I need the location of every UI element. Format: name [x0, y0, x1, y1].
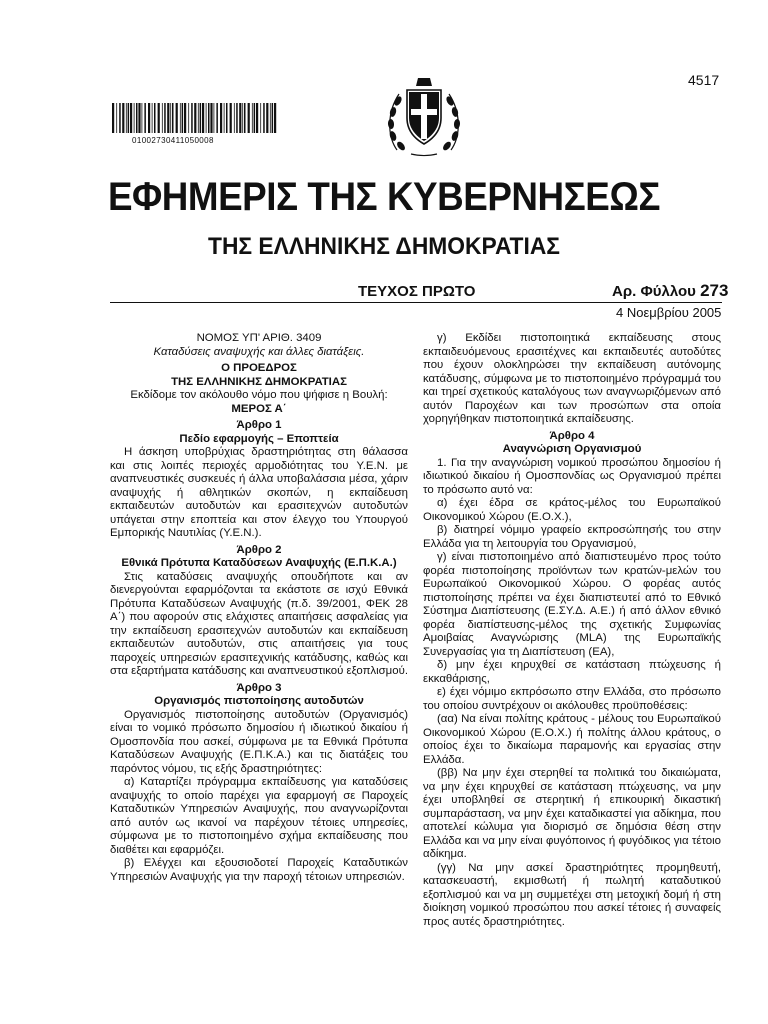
barcode-bar [226, 103, 228, 133]
article-3-title: Άρθρο 3 [236, 681, 282, 694]
article-2-subtitle: Εθνικά Πρότυπα Καταδύσεων Αναψυχής (Ε.Π.Κ.Α.) [121, 557, 397, 569]
barcode-bar [164, 103, 166, 133]
gazette-title: ΕΦΗΜΕΡΙΣ ΤΗΣ ΚΥΒΕΡΝΗΣΕΩΣ [107, 175, 661, 219]
sheet-number [612, 281, 728, 301]
barcode-bar [126, 103, 127, 133]
promulgation-text: Εκδίδομε τον ακόλουθο νόμο που ψήφισε η Βουλή: [130, 389, 388, 401]
article-4-item-c: γ) είναι πιστοποιημένο από διαπιστευμένο προς τούτο φορέα πιστοποίησης προϊόντων των κρατών-μελών του Ευρωπαϊκού Οικονομικού Χώρου. Ο φορέας αυτός πιστοποίησης πρέπει να έχει διαπιστευτεί από το Εθνικό Σύστημα Διαπίστευσης (Ε.ΣΥ.Δ. Α.Ε.) ή από άλλον εθνικό φορέα διαπίστευσης-μέλος της σχετικής Συμφωνίας Αμοιβαίας Αναγνώρισης (MLA) της Ευρωπαϊκής Συνεργασίας για τη Διαπίστευση (EA), [423, 551, 721, 658]
barcode-bar [224, 103, 225, 133]
sheet-label: Αρ. Φύλλου [612, 283, 696, 300]
article-1-paragraph: Η άσκηση υποβρύχιας δραστηριότητας στη θάλασσα και στις λοιπές περιοχές αρμοδιότητας του Υ.Ε.Ν. με αναπνευστικές συσκευές ή άλλα υποβαλάσσια μέσα, χάριν αναψυχής ή αθλητικών σκοπών, η εκπαίδευση εκπαιδευτών αυτοδυτών και ερασιτεχνών αυτοδυτών υπάγεται στην εποπτεία και στον έλεγχο του Υπουργού Εμπορικής Ναυτιλίας (Υ.Ε.Ν.). [110, 446, 408, 539]
barcode-bar [216, 103, 218, 133]
barcode-bar [188, 103, 189, 133]
article-4-subitem-gg: (γγ) Να μην ασκεί δραστηριότητες προμηθευτή, κατασκευαστή, εκμισθωτή ή πωλητή καταδυτικού εξοπλισμού και να μη συμμετέχει στη μετοχική δομή ή στη διοίκηση νομικού προσώπου που ασκεί τέτοιες ή συναφείς προς αυτές δραστηριότητες. [423, 861, 721, 928]
barcode-bar [256, 103, 258, 133]
barcode-bar [198, 103, 199, 133]
barcode-bar [230, 103, 232, 133]
article-2-paragraph: Στις καταδύσεις αναψυχής οπουδήποτε και αν διενεργούνται εφαρμόζονται τα εκάστοτε σε ισχύ Εθνικά Πρότυπα Καταδύσεων Αναψυχής (π.δ. 39/2001, ΦΕΚ 28 Α΄) που αφορούν στις ελάχιστες απαιτήσεις ασφαλείας για την εκπαίδευση ερασιτεχνών αυτοδυτών και εκπαίδευση εκπαιδευτών αυτοδυτών, στις απαιτήσεις για τους παροχείς υπηρεσιών ερασιτεχνικής κατάδυσης, καθώς και στα εξαρτήματα κατάδυσης και αναπνευστικού εξοπλισμού. [110, 570, 408, 677]
barcode-bar [239, 103, 241, 133]
article-4-item-e: ε) έχει νόμιμο εκπρόσωπο στην Ελλάδα, στο πρόσωπο του οποίου συντρέχουν οι ακόλουθες προϋποθέσεις: [423, 686, 721, 712]
barcode-bar [252, 103, 253, 133]
article-4-subitem-aa: (αα) Να είναι πολίτης κράτους - μέλους του Ευρωπαϊκού Οικονομικού Χώρου (Ε.Ο.Χ.) ή πολίτης άλλου κράτους, ο οποίος έχει το δικαίωμα παραμονής και εργασίας στην Ελλάδα. [423, 713, 721, 766]
barcode-bar [234, 103, 235, 133]
article-4-subitem-bb: (ββ) Να μην έχει στερηθεί τα πολιτικά του δικαιώματα, να μην έχει κηρυχθεί σε κατάσταση πτώχευσης, να μην έχει υποβληθεί σε στερητική ή επικουρική δικαστική συμπαράσταση, να μην έχει καταδικαστεί για αδίκημα, που αποτελεί κώλυμα για διορισμό σε δημόσια θέση στην Ελλάδα και να μην είναι φυγόποινος ή φυγόδικος για τέτοιο αδίκημα. [423, 767, 721, 860]
barcode-bar [263, 103, 265, 133]
article-4-subtitle: Αναγνώριση Οργανισμού [502, 443, 642, 455]
barcode-bar [214, 103, 215, 133]
article-2-title: Άρθρο 2 [236, 543, 282, 556]
article-3-paragraph: Οργανισμός πιστοποίησης αυτοδυτών (Οργανισμός) είναι το νομικό πρόσωπο δημοσίου ή ιδιωτικού δικαίου ή Ομοσπονδία που ασκεί, σύμφωνα με τα Εθνικά Πρότυπα Καταδύσεων Αναψυχής (Ε.Π.Κ.Α.) και τις διατάξεις του παρόντος νόμου, τις εξής δραστηριότητες: [110, 708, 408, 775]
president-heading-2: ΤΗΣ ΕΛΛΗΝΙΚΗΣ ΔΗΜΟΚΡΑΤΙΑΣ [171, 375, 347, 388]
barcode-bar [260, 103, 261, 133]
article-4-item-a: α) έχει έδρα σε κράτος-μέλος του Ευρωπαϊκού Οικονομικού Χώρου (Ε.Ο.Χ.), [423, 497, 721, 523]
article-4-item-d: δ) μην έχει κηρυχθεί σε κατάσταση πτώχευσης ή εκκαθάρισης, [423, 659, 721, 685]
article-4-item-b: β) διατηρεί νόμιμο γραφείο εκπροσώπησής του στην Ελλάδα για τη λειτουργία του Οργανισμού, [423, 524, 721, 550]
barcode-bar [167, 103, 169, 133]
sheet-number-value: 273 [700, 281, 729, 300]
barcode-bar [144, 103, 146, 133]
barcode-bar [172, 103, 174, 133]
barcode-bar [274, 103, 276, 133]
article-4-paragraph: 1. Για την αναγνώριση νομικού προσώπου δημοσίου ή ιδιωτικού δικαίου ή Ομοσπονδίας ως Οργανισμού πρέπει το πρόσωπο αυτό να: [423, 456, 721, 496]
barcode-bar [154, 103, 156, 133]
barcode-bar [266, 103, 268, 133]
barcode-bar [200, 103, 202, 133]
barcode-bar [170, 103, 171, 133]
article-3-item-b: β) Ελέγχει και εξουσιοδοτεί Παροχείς Καταδυτικών Υπηρεσιών Αναψυχής για την παροχή τέτοιων υπηρεσιών. [110, 857, 408, 883]
barcode-bar [158, 103, 160, 133]
barcode-bar [208, 103, 210, 133]
barcode-bar [272, 103, 274, 133]
barcode-bar [180, 103, 181, 133]
barcode-bar [184, 103, 186, 133]
article-1-subtitle: Πεδίο εφαρμογής – Εποπτεία [179, 432, 339, 445]
article-4-title: Άρθρο 4 [549, 429, 595, 442]
article-1-title: Άρθρο 1 [236, 419, 282, 431]
article-3-item-c: γ) Εκδίδει πιστοποιητικά εκπαίδευσης στους εκπαιδευόμενους ερασιτέχνες και εκπαιδευτές αυτοδύτες που έχουν ολοκληρώσει την εκπαίδευση αυτόνομης κατάδυσης, σύμφωνα με το πιστοποιημένο πρόγραμμά του και τηρεί σχετικούς καταλόγους των αναγνωριζόμενων από αυτόν Παροχέων και των προσώπων στα οποία χορηγήθηκαν πιστοποιητικά εκπαίδευσης. [423, 332, 721, 425]
issue-type: ΤΕΥΧΟΣ ΠΡΩΤΟ [358, 283, 476, 300]
barcode-bar [116, 103, 117, 133]
barcode [110, 103, 280, 133]
barcode-bar [128, 103, 130, 133]
barcode-bar [142, 103, 143, 133]
barcode-bar [210, 103, 212, 133]
barcode-number: 01002730411050008 [132, 136, 214, 145]
issue-date: 4 Νοεμβρίου 2005 [616, 305, 722, 320]
barcode-bar [270, 103, 271, 133]
part-heading: ΜΕΡΟΣ Α΄ [231, 402, 287, 415]
coat-of-arms-icon [385, 76, 463, 158]
barcode-bar [130, 103, 132, 133]
barcode-bar [152, 103, 153, 133]
law-subject: Καταδύσεις αναψυχής και άλλες διατάξεις. [153, 345, 365, 358]
republic-title: ΤΗΣ ΕΛΛΗΝΙΚΗΣ ΔΗΜΟΚΡΑΤΙΑΣ [208, 233, 560, 260]
page-number: 4517 [688, 72, 720, 88]
barcode-bar [191, 103, 193, 133]
barcode-bar [136, 103, 138, 133]
article-3-subtitle: Οργανισμός πιστοποίησης αυτοδυτών [154, 695, 364, 707]
law-number: ΝΟΜΟΣ ΥΠ' ΑΡΙΘ. 3409 [196, 332, 322, 344]
barcode-bar [220, 103, 222, 133]
barcode-bar [236, 103, 238, 133]
barcode-bar [242, 103, 243, 133]
barcode-bar [122, 103, 124, 133]
barcode-bar [134, 103, 135, 133]
barcode-bar [182, 103, 184, 133]
barcode-bar [206, 103, 207, 133]
barcode-bar [202, 103, 204, 133]
right-column [423, 332, 721, 929]
barcode-bar [162, 103, 163, 133]
left-column [110, 332, 408, 884]
barcode-bar [176, 103, 178, 133]
barcode-bar [194, 103, 196, 133]
barcode-bar [119, 103, 121, 133]
barcode-bar [248, 103, 250, 133]
article-3-item-a: α) Καταρτίζει πρόγραμμα εκπαίδευσης για καταδύσεις αναψυχής το οποίο παρέχει για εφαρμογή σε Παροχείς Καταδυτικών Υπηρεσιών Αναψυχής, που αναγνωρίζονται από αυτόν ως ικανοί να παρέχουν τέτοιες υπηρεσίες, σύμφωνα με το πιστοποιημένο σχήμα εκπαίδευσης που διαθέτει και εφαρμόζει. [110, 776, 408, 856]
header-rule [110, 302, 722, 303]
barcode-bar [112, 103, 114, 133]
barcode-bar [244, 103, 246, 133]
barcode-bar [254, 103, 256, 133]
barcode-bar [148, 103, 150, 133]
barcode-bar [138, 103, 140, 133]
president-heading: Ο ΠΡΟΕΔΡΟΣ [221, 362, 297, 374]
